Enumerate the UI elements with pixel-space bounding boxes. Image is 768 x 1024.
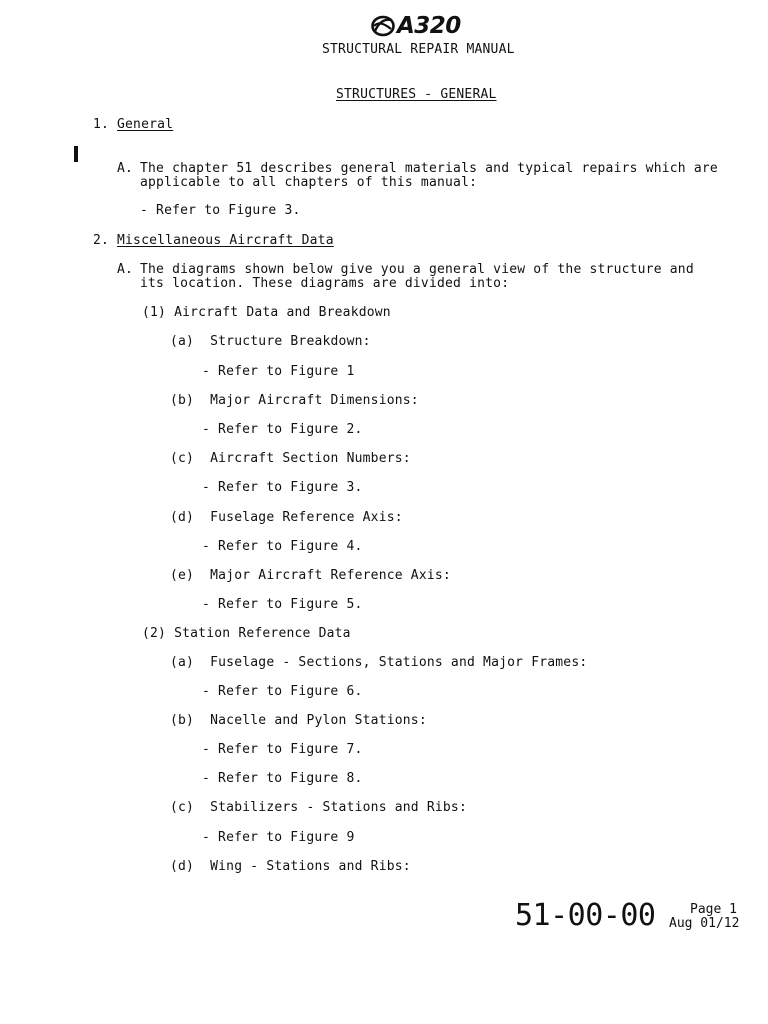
revision-bar: [74, 146, 78, 162]
para-1a-reference: - Refer to Figure 3.: [140, 203, 301, 218]
subpara-1-heading: (1) Aircraft Data and Breakdown: [142, 305, 391, 320]
section-2-number: 2.: [93, 233, 110, 248]
section-1-title: General: [117, 117, 174, 132]
item-1a: (a) Structure Breakdown:: [170, 334, 371, 349]
item-1e: (e) Major Aircraft Reference Axis:: [170, 568, 451, 583]
para-1a-line-1: The chapter 51 describes general materials and typical repairs which are: [140, 161, 718, 176]
para-1a-line-2: applicable to all chapters of this manual:: [140, 175, 478, 190]
para-2a-line-1: The diagrams shown below give you a general view of the structure and: [140, 262, 694, 277]
para-2a-line-2: its location. These diagrams are divided into:: [140, 276, 510, 291]
page-number: Page 1: [690, 902, 737, 917]
item-1c: (c) Aircraft Section Numbers:: [170, 451, 411, 466]
para-2a-letter: A.: [117, 262, 134, 277]
item-1d-reference: - Refer to Figure 4.: [202, 539, 363, 554]
section-1-number: 1.: [93, 117, 110, 132]
airbus-logo: [371, 13, 461, 39]
item-1e-reference: - Refer to Figure 5.: [202, 597, 363, 612]
item-2c-reference: - Refer to Figure 9: [202, 830, 355, 845]
item-1c-reference: - Refer to Figure 3.: [202, 480, 363, 495]
manual-title: STRUCTURAL REPAIR MANUAL: [322, 42, 515, 57]
item-2a-reference: - Refer to Figure 6.: [202, 684, 363, 699]
section-2-title: Miscellaneous Aircraft Data: [117, 233, 334, 248]
item-2c: (c) Stabilizers - Stations and Ribs:: [170, 800, 467, 815]
item-2b: (b) Nacelle and Pylon Stations:: [170, 713, 427, 728]
aircraft-model-logo-text: A320: [397, 13, 461, 39]
subpara-2-heading: (2) Station Reference Data: [142, 626, 351, 641]
item-2d: (d) Wing - Stations and Ribs:: [170, 859, 411, 874]
item-2b-reference-1: - Refer to Figure 7.: [202, 742, 363, 757]
item-1b-reference: - Refer to Figure 2.: [202, 422, 363, 437]
document-number: 51-00-00: [515, 898, 656, 933]
item-2b-reference-2: - Refer to Figure 8.: [202, 771, 363, 786]
item-2a: (a) Fuselage - Sections, Stations and Major Frames:: [170, 655, 588, 670]
para-1a-letter: A.: [117, 161, 134, 176]
item-1a-reference: - Refer to Figure 1: [202, 364, 355, 379]
revision-date: Aug 01/12: [669, 916, 740, 931]
airbus-swirl-icon: [371, 15, 395, 37]
section-title: STRUCTURES - GENERAL: [336, 87, 497, 102]
item-1d: (d) Fuselage Reference Axis:: [170, 510, 403, 525]
item-1b: (b) Major Aircraft Dimensions:: [170, 393, 419, 408]
